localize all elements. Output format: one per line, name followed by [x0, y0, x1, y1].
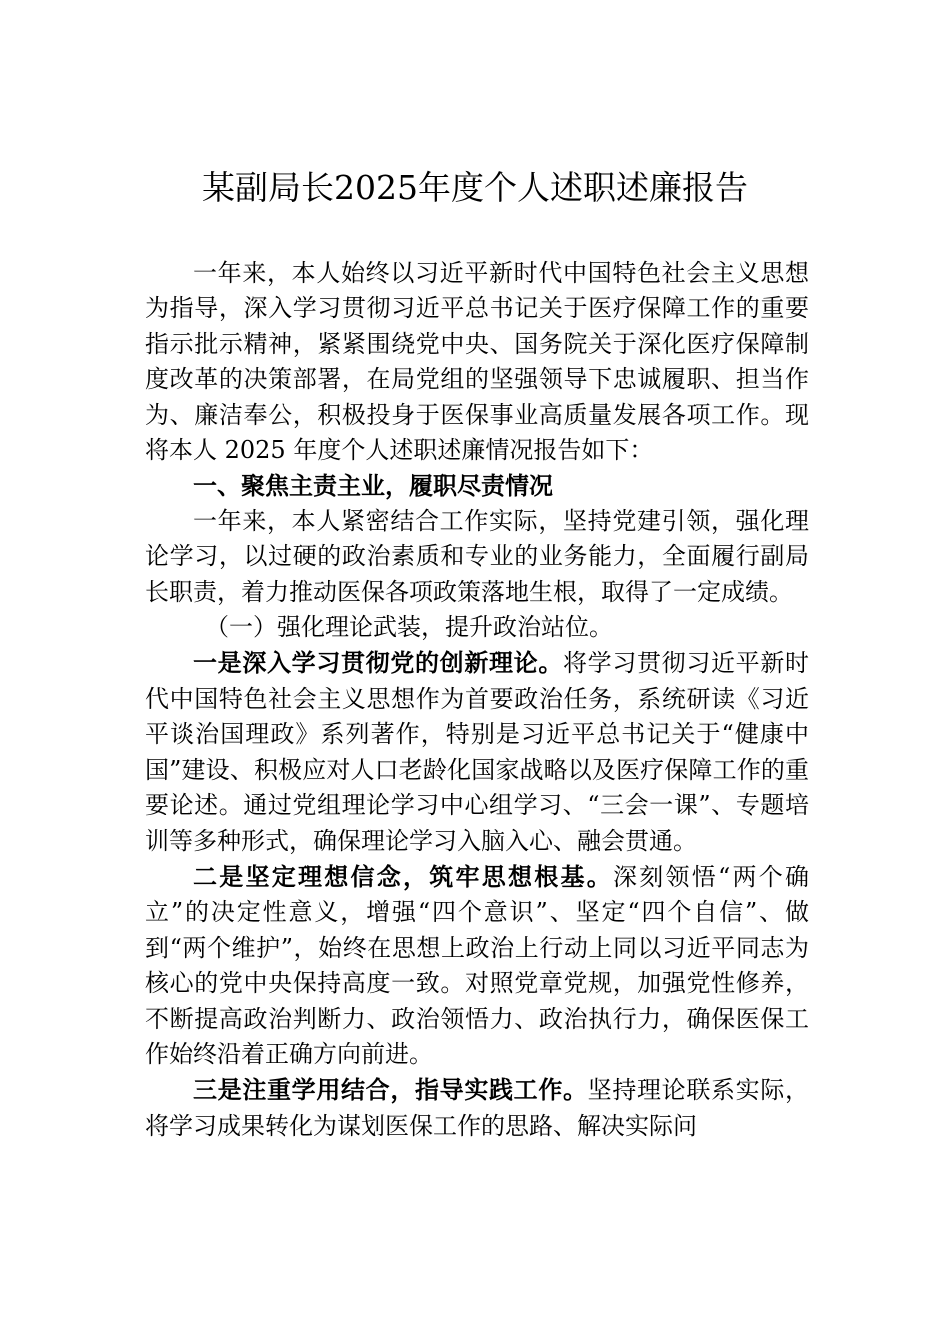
document-title: 某副局长2025年度个人述职述廉报告 [202, 168, 748, 207]
point-lead-3: 三是注重学用结合，指导实践工作。 [193, 1075, 588, 1105]
point-text-2: 深刻领悟“两个确立”的决定性意义，增强“四个意识”、坚定“四个自信”、做到“两个维护”，始终在思想上政治上行动上同以习近平同志为核心的党中央保持高度一致。对照党章党规，加强党性修养，不断提高政治判断力、政治领悟力、政治执行力，确保医保工作始终沿着正确方向前进。 [145, 862, 809, 1068]
section-1-summary-paragraph: 一年来，本人紧密结合工作实际，坚持党建引领，强化理论学习，以过硬的政治素质和专业的业务能力，全面履行副局长职责，着力推动医保各项政策落地生根，取得了一定成绩。 [145, 506, 809, 606]
point-paragraph-1 [145, 645, 809, 858]
point-text-3: 坚持理论联系实际，将学习成果转化为谋划医保工作的思路、解决实际问 [145, 1076, 810, 1140]
point-text-1: 将学习贯彻习近平新时代中国特色社会主义思想作为首要政治任务，系统研读《习近平谈治国理政》系列著作，特别是习近平总书记关于“健康中国”建设、积极应对人口老龄化国家战略以及医疗保障工作的重要论述。通过党组理论学习中心组学习、“三会一课”、专题培训等多种形式，确保理论学习入脑入心、融会贯通。 [145, 649, 809, 855]
point-paragraph-3 [145, 1072, 809, 1144]
point-lead-1: 一是深入学习贯彻党的创新理论。 [193, 648, 563, 678]
subsection-heading-1: （一）强化理论武装，提升政治站位。 [205, 613, 613, 642]
intro-paragraph: 一年来，本人始终以习近平新时代中国特色社会主义思想为指导，深入学习贯彻习近平总书记关于医疗保障工作的重要指示批示精神，紧紧围绕党中央、国务院关于深化医疗保障制度改革的决策部署，在局党组的坚强领导下忠诚履职、担当作为、廉洁奉公，积极投身于医保事业高质量发展各项工作。现将本人 2025 年度个人述职述廉情况报告如下： [145, 259, 809, 465]
section-heading-1: 一、聚焦主责主业，履职尽责情况 [193, 471, 553, 501]
document-body [145, 256, 809, 1144]
point-lead-2: 二是坚定理想信念，筑牢思想根基。 [193, 861, 613, 891]
point-paragraph-2 [145, 859, 809, 1072]
